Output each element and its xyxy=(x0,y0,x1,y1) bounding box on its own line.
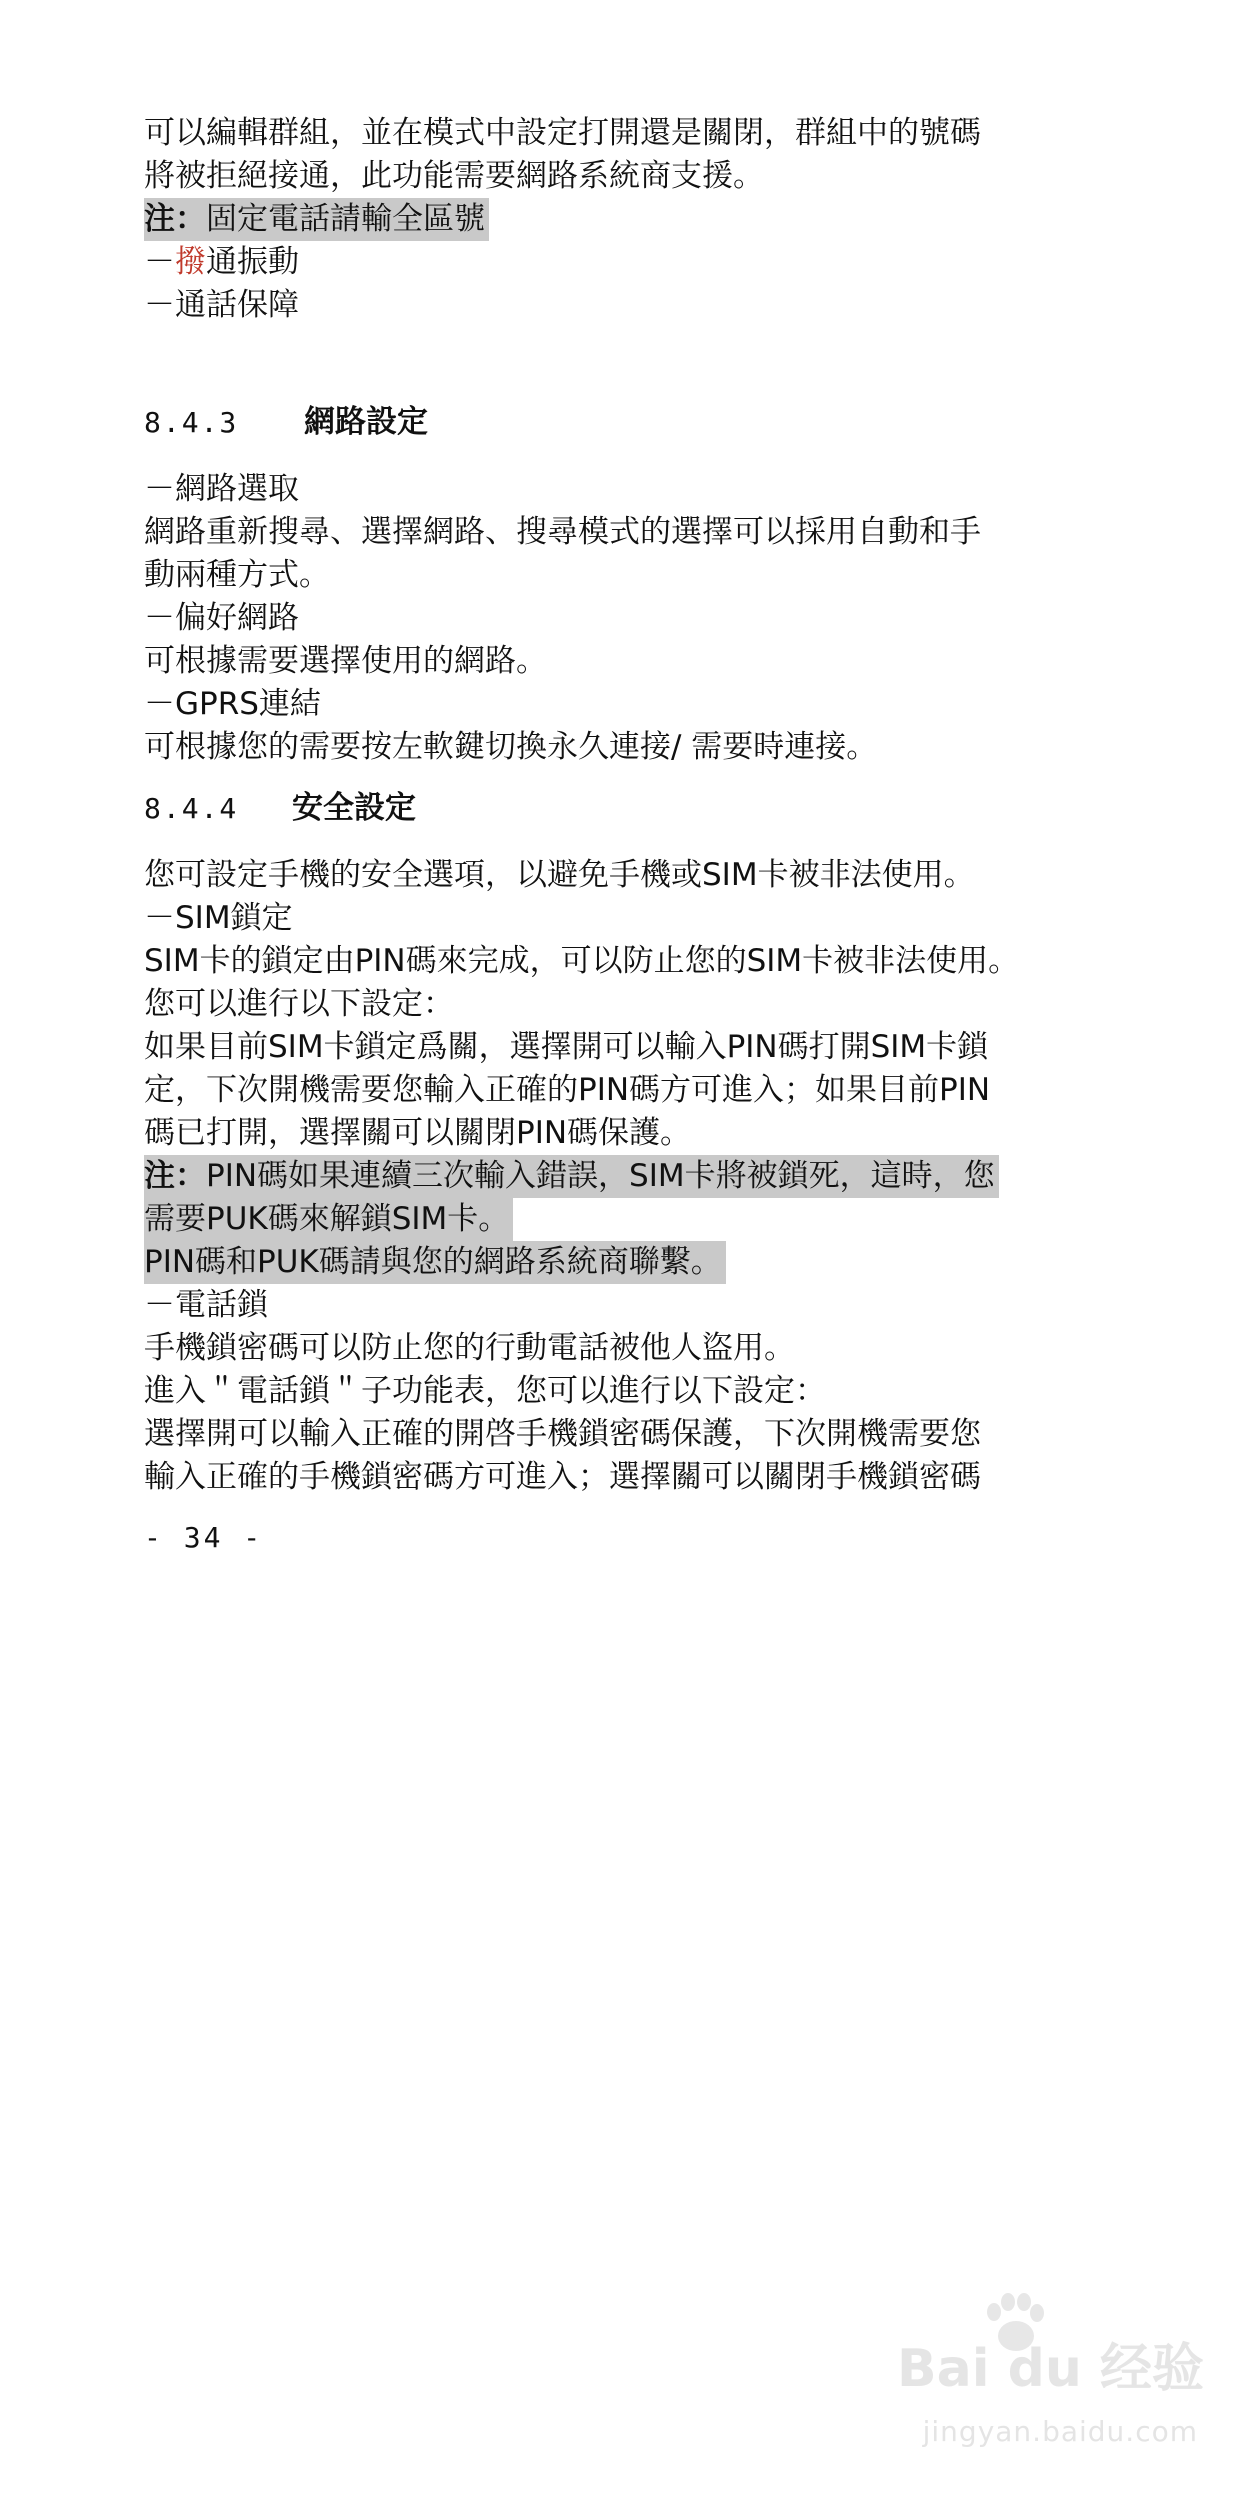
note-label: 注： xyxy=(144,201,206,237)
security-line: 如果目前SIM卡鎖定爲關，選擇開可以輸入PIN碼打開SIM卡鎖 xyxy=(144,1029,989,1065)
intro-item-2: －通話保障 xyxy=(144,287,299,323)
intro-line-2: 將被拒絕接通，此功能需要網路系統商支援。 xyxy=(144,158,764,194)
pin-note-line-2 xyxy=(144,1198,1044,1241)
security-line: 您可以進行以下設定： xyxy=(144,986,454,1022)
section-title: 網路設定 xyxy=(304,404,428,440)
section-title: 安全設定 xyxy=(292,790,416,826)
watermark-url: jingyan.baidu.com xyxy=(922,2415,1198,2448)
security-line: 您可設定手機的安全選項，以避免手機或SIM卡被非法使用。 xyxy=(144,857,975,893)
note-text: 需要PUK碼來解鎖SIM卡。 xyxy=(144,1198,513,1241)
network-line: 動兩種方式。 xyxy=(144,557,330,593)
intro-item-1 xyxy=(144,241,1044,284)
security-line: 碼已打開，選擇關可以關閉PIN碼保護。 xyxy=(144,1115,692,1151)
network-line: 可根據您的需要按左軟鍵切換永久連接/ 需要時連接。 xyxy=(144,729,878,765)
security-line: 手機鎖密碼可以防止您的行動電話被他人盜用。 xyxy=(144,1330,795,1366)
page-number: - 34 - xyxy=(144,1521,264,1554)
intro-line-1: 可以編輯群組，並在模式中設定打開還是關閉，群組中的號碼 xyxy=(144,115,981,151)
note-text: 固定電話請輸全區號 xyxy=(206,201,485,237)
document-page xyxy=(144,112,1044,1554)
section-heading-8-4-3 xyxy=(144,401,1044,444)
item-prefix: － xyxy=(144,244,175,280)
network-line: 網路重新搜尋、選擇網路、搜尋模式的選擇可以採用自動和手 xyxy=(144,514,981,550)
network-line: －GPRS連結 xyxy=(144,686,321,722)
network-line: －偏好網路 xyxy=(144,600,299,636)
item-rest: 通振動 xyxy=(206,244,299,280)
note-text: PIN碼如果連續三次輸入錯誤，SIM卡將被鎖死，這時，您 xyxy=(206,1158,995,1194)
intro-note xyxy=(144,198,1044,241)
security-line: －SIM鎖定 xyxy=(144,900,293,936)
note-label: 注： xyxy=(144,1158,206,1194)
section-number: 8.4.4 xyxy=(144,792,239,825)
security-line: 定，下次開機需要您輸入正確的PIN碼方可進入；如果目前PIN xyxy=(144,1072,991,1108)
section-number: 8.4.3 xyxy=(144,406,239,439)
network-line: 可根據需要選擇使用的網路。 xyxy=(144,643,547,679)
security-line: SIM卡的鎖定由PIN碼來完成，可以防止您的SIM卡被非法使用。 xyxy=(144,943,1020,979)
security-line: 輸入正確的手機鎖密碼方可進入；選擇關可以關閉手機鎖密碼 xyxy=(144,1459,981,1495)
watermark-brand: Bai du 经验 xyxy=(897,2339,1204,2399)
pin-note-line-3 xyxy=(144,1241,1044,1284)
note-text: PIN碼和PUK碼請與您的網路系統商聯繫。 xyxy=(144,1241,726,1284)
item-highlight-char: 撥 xyxy=(175,244,206,280)
network-line: －網路選取 xyxy=(144,471,299,507)
baidu-jingyan-watermark xyxy=(884,2326,1204,2456)
pin-note-line-1 xyxy=(144,1155,1044,1198)
section-heading-8-4-4 xyxy=(144,787,1044,830)
security-line: －電話鎖 xyxy=(144,1287,268,1323)
security-line: 選擇開可以輸入正確的開啓手機鎖密碼保護，下次開機需要您 xyxy=(144,1416,981,1452)
security-line: 進入＂電話鎖＂子功能表，您可以進行以下設定： xyxy=(144,1373,826,1409)
